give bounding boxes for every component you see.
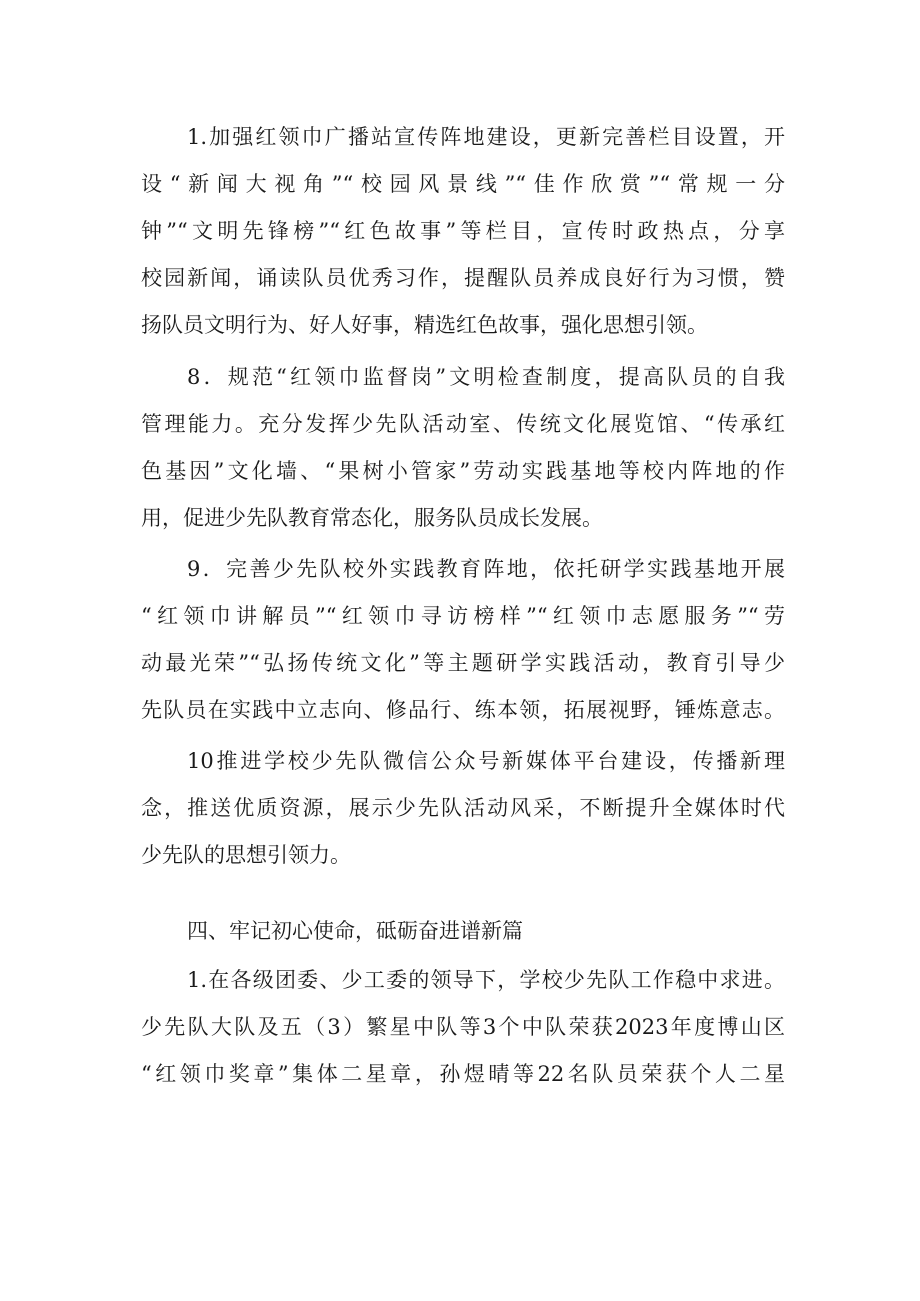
text-line: 少先队大队及五（3）繁星中队等3个中队荣获2023年度博山区 (141, 1015, 785, 1039)
text-line: 校园新闻，诵读队员优秀习作，提醒队员养成良好行为习惯，赞 (141, 266, 785, 290)
text-line: 钟”“文明先锋榜”“红色故事”等栏目，宣传时政热点，分享 (141, 219, 785, 243)
text-line: 管理能力。充分发挥少先队活动室、传统文化展览馆、“传承红 (141, 412, 785, 436)
text-line: 扬队员文明行为、好人好事，精选红色故事，强化思想引领。 (141, 313, 708, 337)
text-line: 设“新闻大视角”“校园风景线”“佳作欣赏”“常规一分 (141, 172, 785, 196)
text-line: 1.在各级团委、少工委的领导下，学校少先队工作稳中求进。 (187, 968, 785, 992)
text-line: 1.加强红领巾广播站宣传阵地建设，更新完善栏目设置，开 (187, 125, 785, 149)
text-line: 少先队的思想引领力。 (141, 843, 351, 867)
text-line: 8．规范“红领巾监督岗”文明检查制度，提高队员的自我 (187, 365, 785, 389)
section-heading: 四、牢记初心使命，砥砺奋进谱新篇 (187, 919, 523, 943)
text-line: “红领巾讲解员”“红领巾寻访榜样”“红领巾志愿服务”“劳 (141, 604, 785, 628)
text-line: 色基因”文化墙、“果树小管家”劳动实践基地等校内阵地的作 (141, 459, 785, 483)
text-line: 动最光荣”“弘扬传统文化”等主题研学实践活动，教育引导少 (141, 651, 785, 675)
text-line: 10推进学校少先队微信公众号新媒体平台建设，传播新理 (187, 749, 785, 773)
text-line: 先队员在实践中立志向、修品行、练本领，拓展视野，锤炼意志。 (141, 698, 785, 722)
text-line: 用，促进少先队教育常态化，服务队员成长发展。 (141, 506, 603, 530)
text-line: 9．完善少先队校外实践教育阵地，依托研学实践基地开展 (187, 557, 785, 581)
text-line: 念，推送优质资源，展示少先队活动风采，不断提升全媒体时代 (141, 796, 785, 820)
text-line: “红领巾奖章”集体二星章，孙煜晴等22名队员荣获个人二星 (141, 1062, 785, 1086)
